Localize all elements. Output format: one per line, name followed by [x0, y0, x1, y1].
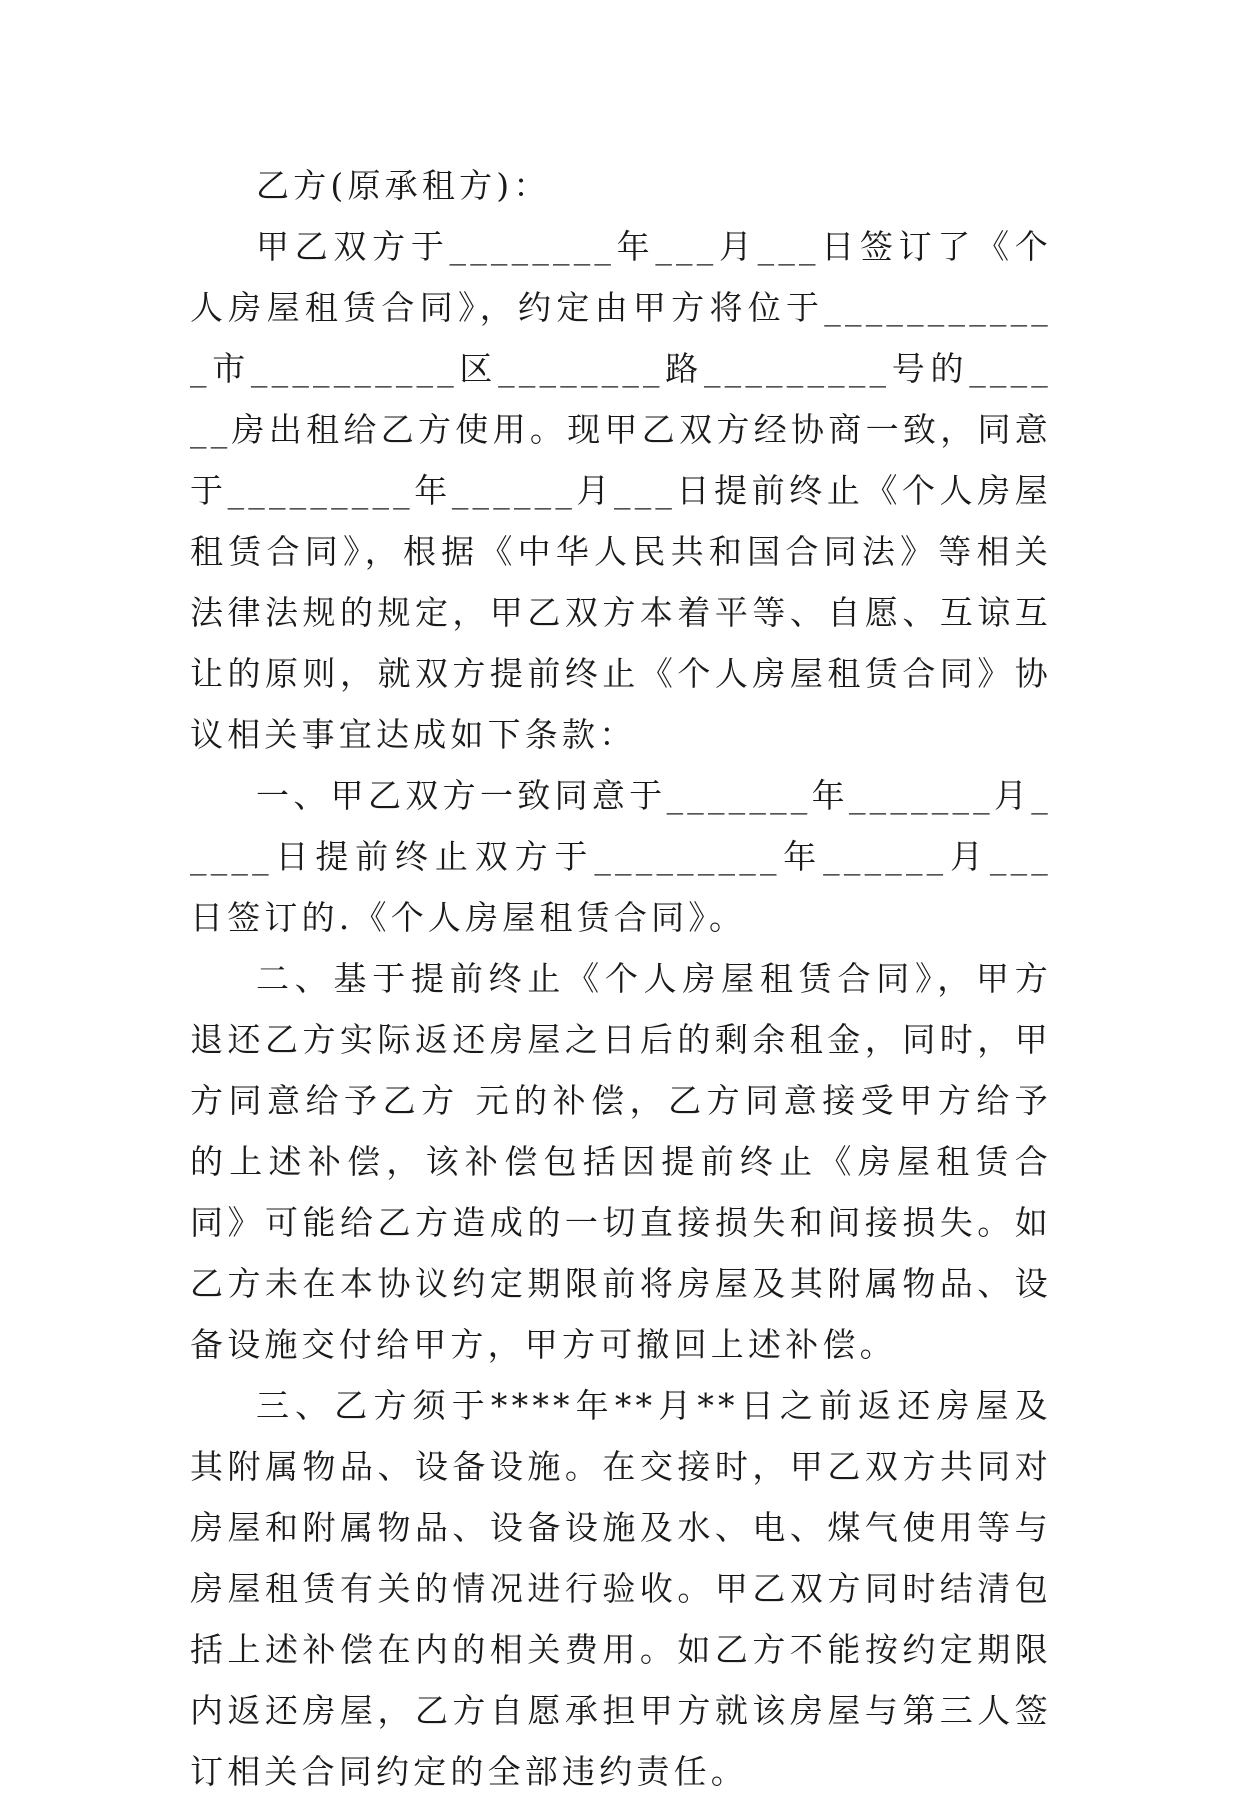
clause-1-paragraph: 一、甲乙双方一致同意于_______年_______月_____日提前终止双方于_________年______月___日签订的.《个人房屋租赁合同》。 — [190, 776, 1052, 937]
document-body — [190, 155, 1052, 1802]
clause-3-paragraph: 三、乙方须于****年**月**日之前返还房屋及其附属物品、设备设施。在交接时，甲乙双方共同对房屋和附属物品、设备设施及水、电、煤气使用等与房屋租赁有关的情况进行验收。甲乙双方同时结清包括上述补偿在内的相关费用。如乙方不能按约定期限内返还房屋，乙方自愿承担甲方就该房屋与第三人签订相关合同约定的全部违约责任。 — [190, 1386, 1052, 1791]
preamble-paragraph: 甲乙双方于________年___月___日签订了《个人房屋租赁合同》，约定由甲方将位于____________市__________区________路_________号的______房出租给乙方使用。现甲乙双方经协商一致，同意于_________年______月___日提前终止《个人房屋租赁合同》，根据《中华人民共和国合同法》等相关法律法规的规定，甲乙双方本着平等、自愿、互谅互让的原则，就双方提前终止《个人房屋租赁合同》协议相关事宜达成如下条款： — [190, 227, 1052, 754]
party-b-heading: 乙方(原承租方)： — [256, 166, 551, 205]
clause-2-paragraph: 二、基于提前终止《个人房屋租赁合同》，甲方退还乙方实际返还房屋之日后的剩余租金，同时，甲方同意给予乙方 元的补偿，乙方同意接受甲方给予的上述补偿，该补偿包括因提前终止《房屋租赁合同》可能给乙方造成的一切直接损失和间接损失。如乙方未在本协议约定期限前将房屋及其附属物品、设备设施交付给甲方，甲方可撤回上述补偿。 — [190, 959, 1052, 1364]
